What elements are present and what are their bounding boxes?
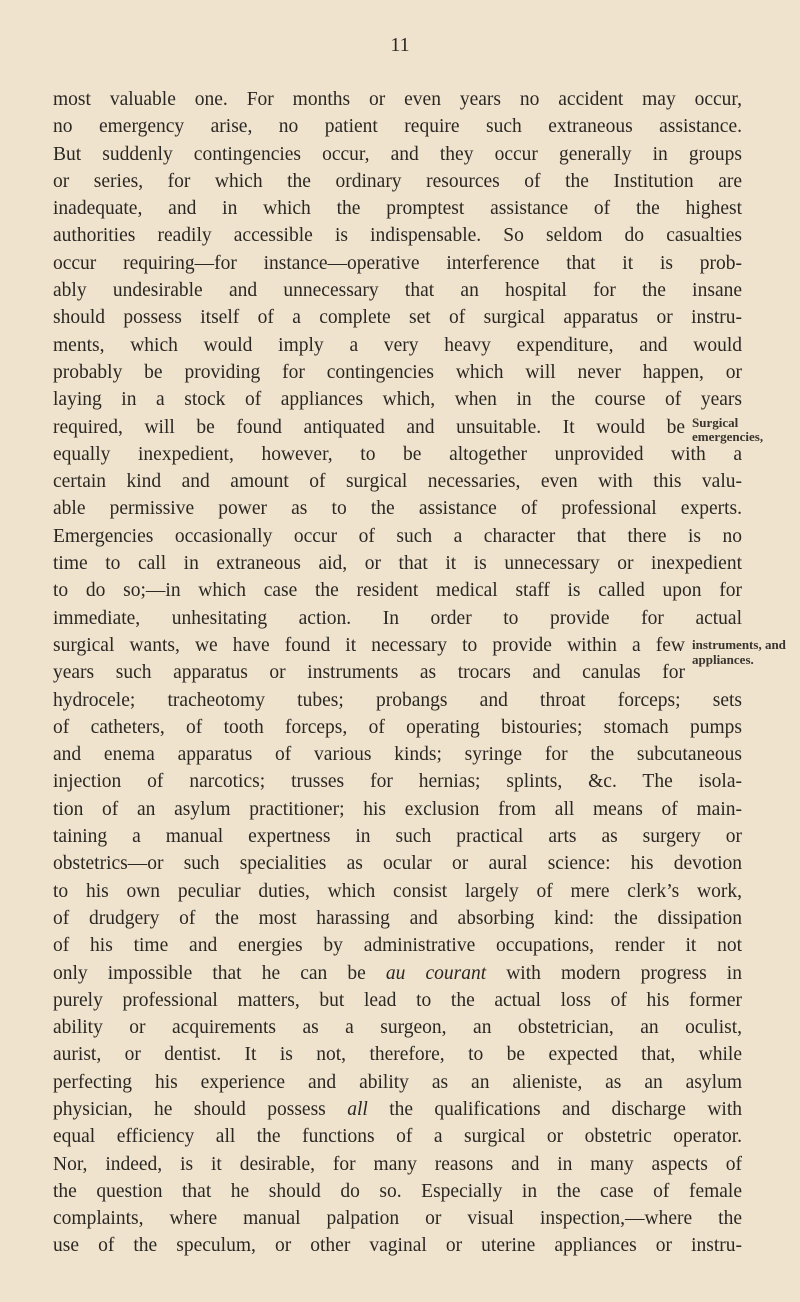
text-segment: taining a manual expertness in such practical arts as surgery or	[53, 826, 742, 848]
text-line	[53, 1178, 742, 1205]
italic-text: all	[347, 1098, 368, 1120]
text-line	[53, 577, 742, 604]
margin-note-line: appliances.	[692, 652, 754, 667]
text-segment: probably be providing for contingencies which will never happen, or	[53, 361, 742, 383]
text-segment: Emergencies occasionally occur of such a character that there is no	[53, 525, 742, 547]
text-line	[53, 932, 742, 959]
text-segment: hydrocele; tracheotomy tubes; probangs and throat forceps; sets	[53, 689, 742, 711]
text-line	[53, 878, 742, 905]
text-line	[53, 386, 742, 413]
text-segment: of drudgery of the most harassing and absorbing kind: the dissipation	[53, 907, 742, 929]
text-segment: the question that he should do so. Especially in the case of female	[53, 1180, 742, 1202]
text-segment: time to call in extraneous aid, or that it is unnecessary or inexpedient	[53, 553, 742, 575]
text-segment: aurist, or dentist. It is not, therefore, to be expected that, while	[53, 1044, 742, 1066]
text-line	[53, 1014, 742, 1041]
text-segment: years such apparatus or instruments as trocars and canulas for	[53, 662, 685, 684]
text-segment: obstetrics—or such specialities as ocular or aural science: his devotion	[53, 853, 742, 875]
margin-note-line: emergencies,	[692, 429, 764, 444]
text-line	[53, 1123, 742, 1150]
text-segment: of his time and energies by administrative occupations, render it not	[53, 935, 742, 957]
text-segment: certain kind and amount of surgical necessaries, even with this valu-	[53, 471, 742, 493]
text-segment: immediate, unhesitating action. In order to provide for actual	[53, 607, 742, 629]
text-segment: physician, he should possess	[53, 1098, 348, 1120]
margin-note-line: instruments, and	[692, 637, 786, 652]
text-line	[53, 905, 742, 932]
text-segment: purely professional matters, but lead to the actual loss of his former	[53, 989, 742, 1011]
text-line	[53, 332, 742, 359]
text-line	[53, 495, 742, 522]
text-line	[53, 605, 742, 632]
text-line	[53, 1205, 742, 1232]
text-line	[53, 1096, 742, 1123]
text-line	[53, 250, 742, 277]
page-number: 11	[390, 34, 410, 56]
text-line	[53, 550, 742, 577]
text-line	[53, 960, 742, 987]
text-line	[53, 414, 685, 441]
margin-note-instruments	[692, 638, 786, 667]
text-line	[53, 659, 685, 686]
text-line	[53, 359, 742, 386]
text-line	[53, 796, 742, 823]
italic-text: au courant	[385, 962, 487, 984]
text-segment: occur requiring—for instance—operative interference that it is prob-	[53, 252, 742, 274]
text-segment: laying in a stock of appliances which, when in the course of years	[53, 389, 742, 411]
text-segment: authorities readily accessible is indispensable. So seldom do casualties	[53, 225, 742, 247]
text-line	[53, 632, 685, 659]
text-segment: most valuable one. For months or even years no accident may occur,	[53, 89, 742, 110]
text-segment: with modern progress in	[486, 962, 742, 984]
text-segment: ably undesirable and unnecessary that an hospital for the insane	[53, 280, 742, 302]
text-segment: injection of narcotics; trusses for hernias; splints, &c. The isola-	[53, 771, 742, 793]
text-line	[53, 441, 742, 468]
text-segment: complaints, where manual palpation or visual inspection,—where the	[53, 1208, 742, 1230]
text-segment: should possess itself of a complete set of surgical apparatus or instru-	[53, 307, 742, 329]
text-segment: able permissive power as to the assistance of professional experts.	[53, 498, 742, 520]
text-segment: ments, which would imply a very heavy expenditure, and would	[53, 334, 742, 356]
text-line	[53, 768, 742, 795]
text-segment: equally inexpedient, however, to be altogether unprovided with a	[53, 443, 742, 465]
text-segment: But suddenly contingencies occur, and they occur generally in groups	[53, 143, 742, 165]
text-line	[53, 523, 742, 550]
text-segment: or series, for which the ordinary resources of the Institution are	[53, 170, 742, 192]
text-segment: perfecting his experience and ability as an alieniste, as an asylum	[53, 1071, 742, 1093]
text-line	[53, 141, 742, 168]
text-line	[53, 1041, 742, 1068]
text-segment: use of the speculum, or other vaginal or uterine appliances or instru-	[53, 1235, 742, 1257]
text-segment: inadequate, and in which the promptest assistance of the highest	[53, 198, 742, 220]
text-line	[53, 195, 742, 222]
text-line	[53, 714, 742, 741]
text-segment: surgical wants, we have found it necessary to provide within a few	[53, 634, 685, 656]
text-line	[53, 277, 742, 304]
text-line	[53, 823, 742, 850]
text-line	[53, 222, 742, 249]
text-segment: to his own peculiar duties, which consist largely of mere clerk’s work,	[53, 880, 742, 902]
text-segment: equal efficiency all the functions of a surgical or obstetric operator.	[53, 1126, 742, 1148]
text-segment: no emergency arise, no patient require such extraneous assistance.	[53, 116, 742, 138]
text-segment: tion of an asylum practitioner; his exclusion from all means of main-	[53, 798, 742, 820]
text-segment: required, will be found antiquated and unsuitable. It would be	[53, 416, 685, 438]
text-segment: and enema apparatus of various kinds; syringe for the subcutaneous	[53, 744, 742, 766]
margin-note-surgical-emergencies	[692, 416, 763, 444]
text-segment: to do so;—in which case the resident medical staff is called upon for	[53, 580, 742, 602]
text-segment: the qualifications and discharge with	[367, 1098, 742, 1120]
text-segment: of catheters, of tooth forceps, of operating bistouries; stomach pumps	[53, 716, 742, 738]
body-text	[53, 86, 742, 1260]
text-segment: ability or acquirements as a surgeon, an obstetrician, an oculist,	[53, 1017, 742, 1039]
text-line	[53, 86, 742, 113]
margin-note-line: Surgical	[692, 415, 739, 430]
text-line	[53, 113, 742, 140]
text-line	[53, 741, 742, 768]
text-line	[53, 168, 742, 195]
text-line	[53, 1151, 742, 1178]
text-line	[53, 468, 742, 495]
text-line	[53, 687, 742, 714]
text-line	[53, 850, 742, 877]
text-segment: Nor, indeed, is it desirable, for many reasons and in many aspects of	[53, 1153, 742, 1175]
text-line	[53, 304, 742, 331]
text-line	[53, 987, 742, 1014]
text-segment: only impossible that he can be	[53, 962, 386, 984]
text-line	[53, 1232, 742, 1259]
text-line	[53, 1069, 742, 1096]
